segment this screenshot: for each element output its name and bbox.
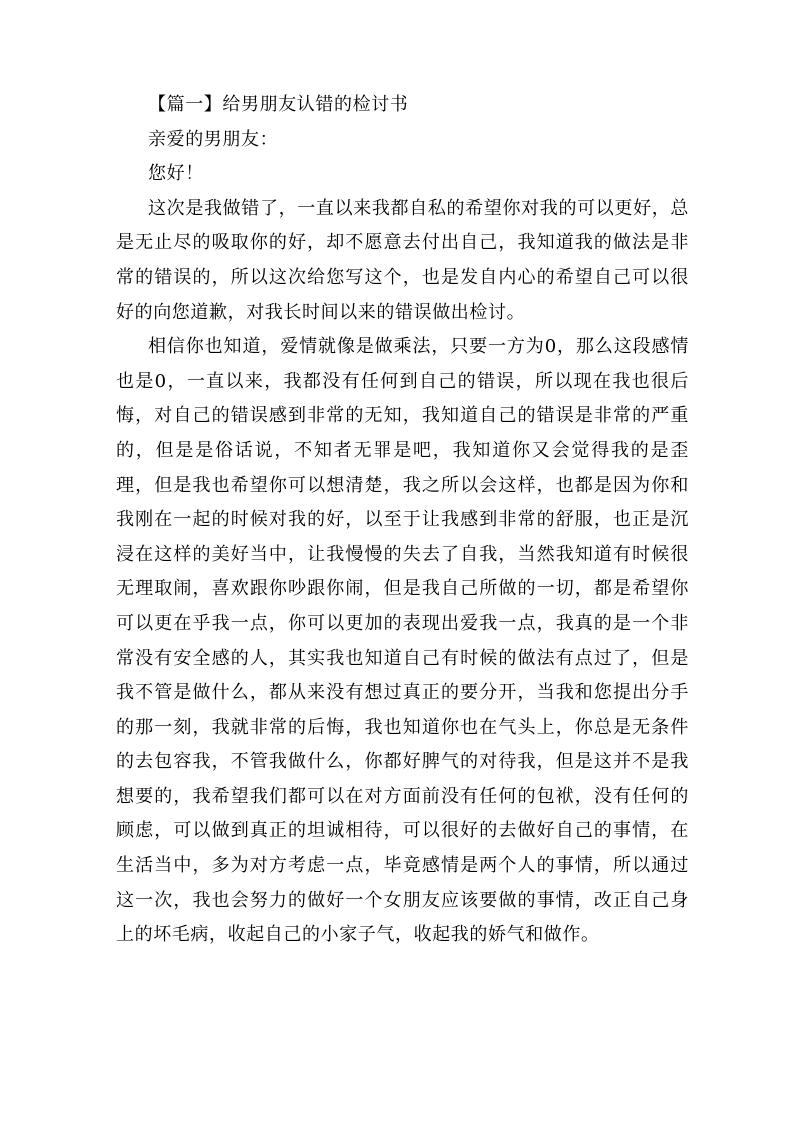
greeting: 您好！ — [148, 163, 204, 185]
salutation: 亲爱的男朋友： — [148, 128, 279, 150]
document-title: 【篇一】给男朋友认错的检讨书 — [148, 94, 409, 115]
document-body — [116, 88, 689, 953]
paragraph-1: 这次是我做错了，一直以来我都自私的希望你对我的可以更好，总是无止尽的吸取你的好，却不愿意去付出自己，我知道我的做法是非常的错误的，所以这次给您写这个，也是发自内心的希望自己可以很好的向您道歉，对我长时间以来的错误做出检讨。 — [116, 197, 689, 323]
paragraph-2: 相信你也知道，爱情就像是做乘法，只要一方为0，那么这段感情也是0，一直以来，我都没有任何到自己的错误，所以现在我也很后悔，对自己的错误感到非常的无知，我知道自己的错误是非常的严重的，但是是俗话说，不知者无罪是吧，我知道你又会觉得我的是歪理，但是我也希望你可以想清楚，我之所以会这样，也都是因为你和我刚在一起的时候对我的好，以至于让我感到非常的舒服，也正是沉浸在这样的美好当中，让我慢慢的失去了自我，当然我知道有时候很无理取闹，喜欢跟你吵跟你闹，但是我自己所做的一切，都是希望你可以更在乎我一点，你可以更加的表现出爱我一点，我真的是一个非常没有安全感的人，其实我也知道自己有时候的做法有点过了，但是我不管是做什么，都从来没有想过真正的要分开，当我和您提出分手的那一刻，我就非常的后悔，我也知道你也在气头上，你总是无条件的去包容我，不管我做什么，你都好脾气的对待我，但是这并不是我想要的，我希望我们都可以在对方面前没有任何的包袱，没有任何的顾虑，可以做到真正的坦诚相待，可以很好的去做好自己的事情，在生活当中，多为对方考虑一点，毕竟感情是两个人的事情，所以通过这一次，我也会努力的做好一个女朋友应该要做的事情，改正自己身上的坏毛病，收起自己的小家子气，收起我的娇气和做作。 — [116, 336, 689, 946]
